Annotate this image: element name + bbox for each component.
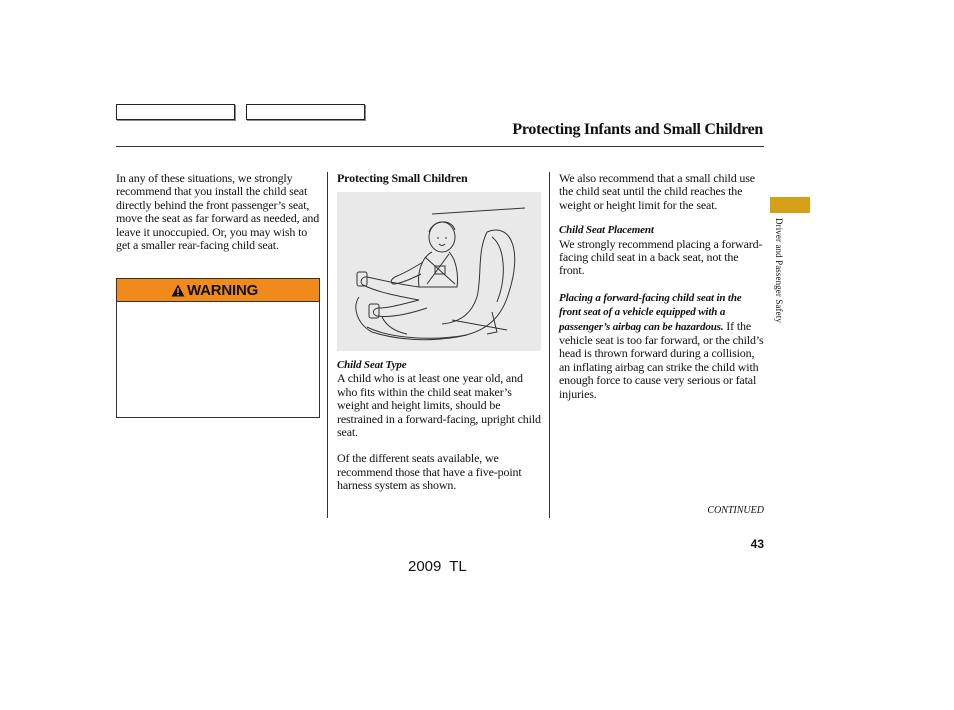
nav-button-1[interactable] (116, 104, 235, 120)
column-3-warning-text: If the vehicle seat is too far forward, or the child’s head is thrown forward during a collision, an inflating airbag can strike the child with enough force to cause very serious or fatal injuries. (559, 318, 764, 401)
continued-label: CONTINUED (707, 505, 764, 516)
column-3-paragraph-2: We strongly recommend placing a forward-facing child seat in a back seat, not the front. (559, 236, 763, 278)
column-2-body (337, 359, 543, 493)
column-divider-2 (549, 172, 550, 518)
warning-label: WARNING (187, 281, 259, 299)
child-seat-illustration (337, 192, 541, 351)
section-label: Driver and Passenger Safety (774, 218, 784, 323)
column-3 (559, 172, 765, 401)
column-divider-1 (327, 172, 328, 518)
warning-box (116, 278, 320, 418)
section-tab[interactable] (770, 197, 810, 213)
section-heading: Protecting Small Children (337, 171, 468, 185)
column-3-paragraph-1: We also recommend that a small child use the child seat until the child reaches the weight or height limit for the seat. (559, 171, 755, 212)
figure-caption: Child Seat Type (337, 359, 407, 371)
column-1-paragraph: In any of these situations, we strongly recommend that you install the child seat directly behind the front passenger’s seat, move the seat as far forward as needed, and leave it unoccupied. Or, you may wish to get a smaller rear-facing child seat. (116, 171, 320, 253)
column-3-warning-lead: Placing a forward-facing child seat in the front seat of a vehicle equipped with a passenger’s airbag can be hazardous. (559, 291, 742, 333)
column-3-subheading: Child Seat Placement (559, 224, 654, 237)
child-seat-image (337, 192, 541, 351)
title-divider (116, 146, 764, 147)
warning-header (117, 279, 319, 302)
warning-triangle-icon (171, 284, 185, 297)
page-number: 43 (750, 537, 764, 551)
nav-button-2[interactable] (246, 104, 365, 120)
page-title: Protecting Infants and Small Children (512, 121, 763, 138)
column-3-warning-paragraph (559, 291, 765, 401)
column-2-paragraph-2: Of the different seats available, we recommend those that have a five-point harness system as shown. (337, 451, 522, 493)
column-2-paragraph-1: A child who is at least one year old, and who fits within the child seat maker’s weight and height limits, should be restrained in a forward-facing, upright child seat. (337, 371, 541, 440)
model-footer: 2009 TL (408, 558, 467, 575)
column-1 (116, 172, 322, 252)
